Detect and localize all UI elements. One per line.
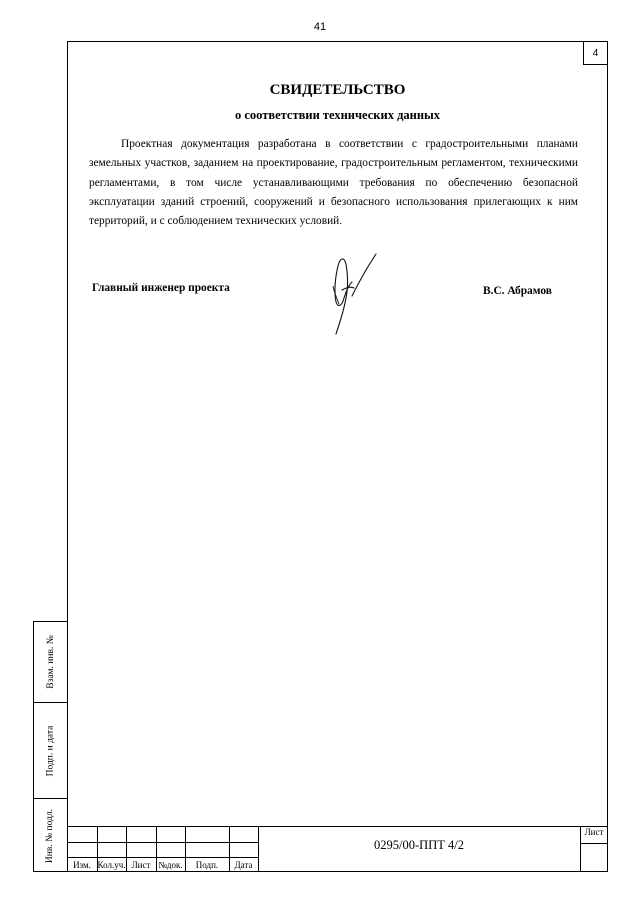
side-stamp-label: Инв. № подл. [45,808,56,863]
title-block-header: Кол.уч. [97,859,126,870]
title-block-header: Подп. [195,859,219,870]
signature-image [322,252,382,338]
title-block-line [580,843,608,844]
document-subtitle: о соответствии технических данных [234,108,441,122]
signatory-position: Главный инженер проекта [92,282,230,294]
body-paragraph: Проектная документация разработана в соответствии с градостроительными планами земельных участков, заданием на проектирование, градостроительным регламентом, техническими регламентами, в том числе устанавливающими требования по обеспечению безопасной эксплуатации зданий строений, сооружений и безопасного использования прилегающих к ним территорий, и с соблюдением технических условий. [89,138,578,228]
signatory-name: В.С. Абрамов [483,285,552,297]
title-block-header: Дата [234,859,253,870]
side-stamp [33,621,68,872]
document-title: СВИДЕТЕЛЬСТВО [269,82,406,98]
title-block-header: №док. [158,859,183,870]
side-stamp-cell [34,798,67,872]
side-stamp-cell [34,622,67,702]
side-stamp-label: Подп. и дата [45,725,56,777]
side-stamp-label: Взам. инв. № [45,635,56,689]
page-number: 41 [313,21,327,33]
sheet-label: Лист [584,827,604,837]
side-stamp-cell [34,702,67,799]
title-block-line [67,826,608,827]
document-code: 0295/00-ППТ 4/2 [374,838,464,852]
sheet-number-box: 4 [583,41,608,65]
title-block-header: Лист [131,859,151,870]
title-block-header: Изм. [73,859,91,870]
